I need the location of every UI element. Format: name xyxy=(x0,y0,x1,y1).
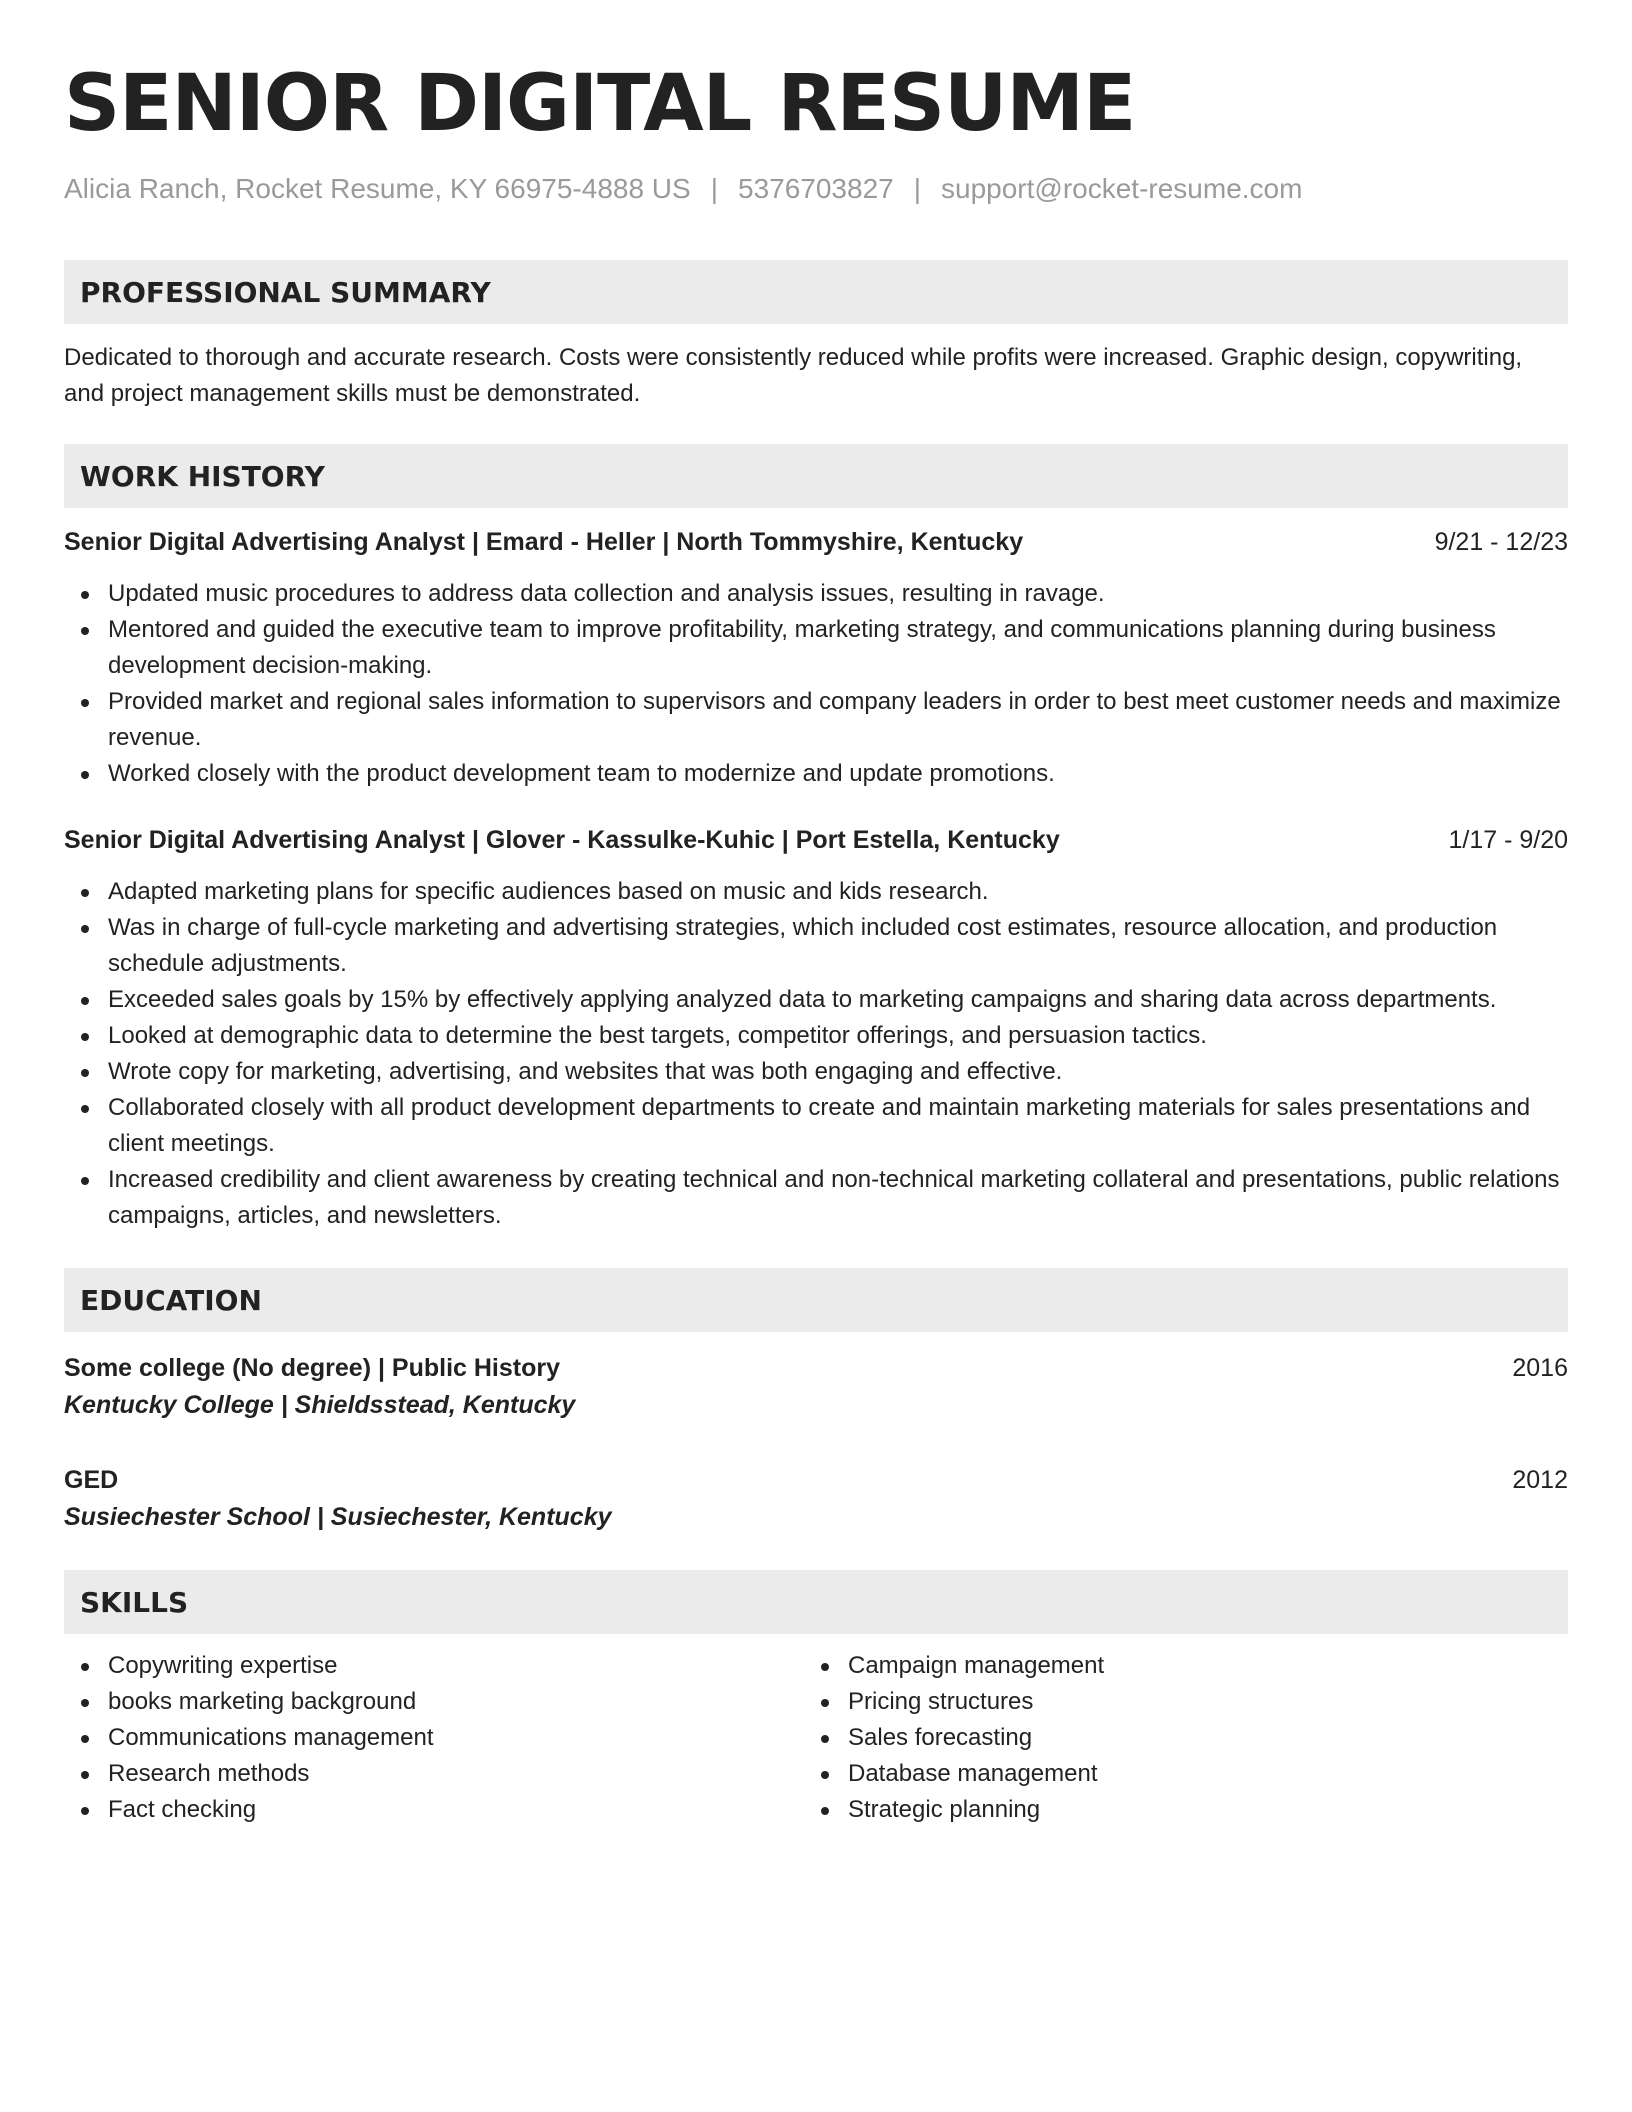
skills-column-left xyxy=(64,1648,804,1828)
job-entry xyxy=(64,524,1568,792)
job-bullet: Mentored and guided the executive team to improve profitability, marketing strategy, and communications planning during business development decision-making. xyxy=(64,612,1568,684)
job-title: Senior Digital Advertising Analyst | Glover - Kassulke-Kuhic | Port Estella, Kentucky xyxy=(64,826,1060,854)
education-entry xyxy=(64,1350,1568,1424)
skills-columns xyxy=(64,1648,1568,1828)
skill-item: Fact checking xyxy=(64,1792,804,1828)
skills-list xyxy=(64,1648,804,1828)
skill-item: Pricing structures xyxy=(804,1684,1544,1720)
job-header xyxy=(64,524,1568,560)
job-bullet: Updated music procedures to address data collection and analysis issues, resulting in ravage. xyxy=(64,576,1568,612)
job-title: Senior Digital Advertising Analyst | Emard - Heller | North Tommyshire, Kentucky xyxy=(64,528,1024,556)
skill-item: Sales forecasting xyxy=(804,1720,1544,1756)
contact-address: Alicia Ranch, Rocket Resume, KY 66975-4888 US xyxy=(64,173,691,204)
section-heading-summary xyxy=(64,260,1568,324)
job-bullet: Looked at demographic data to determine the best targets, competitor offerings, and persuasion tactics. xyxy=(64,1018,1568,1054)
contact-phone: 5376703827 xyxy=(738,173,894,204)
education-title: Some college (No degree) | Public History xyxy=(64,1354,560,1382)
skill-item: Copywriting expertise xyxy=(64,1648,804,1684)
job-dates: 1/17 - 9/20 xyxy=(1448,826,1568,854)
skill-item: Database management xyxy=(804,1756,1544,1792)
job-bullet: Increased credibility and client awareness by creating technical and non-technical marketing collateral and presentations, public relations campaigns, articles, and newsletters. xyxy=(64,1162,1568,1234)
job-dates: 9/21 - 12/23 xyxy=(1434,528,1568,556)
section-heading-skills xyxy=(64,1570,1568,1634)
job-bullet: Collaborated closely with all product development departments to create and maintain marketing materials for sales presentations and client meetings. xyxy=(64,1090,1568,1162)
contact-email[interactable]: support@rocket-resume.com xyxy=(941,173,1303,204)
education-title: GED xyxy=(64,1466,119,1494)
job-bullets xyxy=(64,874,1568,1234)
contact-separator: | xyxy=(710,173,718,204)
skill-item: Strategic planning xyxy=(804,1792,1544,1828)
job-bullets xyxy=(64,576,1568,792)
job-bullet: Wrote copy for marketing, advertising, and websites that was both engaging and effective. xyxy=(64,1054,1568,1090)
job-bullet: Was in charge of full-cycle marketing and advertising strategies, which included cost estimates, resource allocation, and production schedule adjustments. xyxy=(64,910,1568,982)
education-entry xyxy=(64,1462,1568,1536)
education-year: 2016 xyxy=(1512,1354,1568,1382)
job-bullet: Adapted marketing plans for specific audiences based on music and kids research. xyxy=(64,874,1568,910)
resume-title: SENIOR DIGITAL RESUME xyxy=(64,59,1136,149)
job-header xyxy=(64,822,1568,858)
skill-item: Campaign management xyxy=(804,1648,1544,1684)
section-heading-work-history xyxy=(64,444,1568,508)
job-entry xyxy=(64,822,1568,1234)
contact-separator: | xyxy=(913,173,922,204)
education-header xyxy=(64,1350,1568,1386)
skills-column-right xyxy=(804,1648,1544,1828)
education-header xyxy=(64,1462,1568,1498)
contact-line xyxy=(64,172,1568,206)
section-heading-label: SKILLS xyxy=(80,1585,189,1619)
section-heading-label: PROFESSIONAL SUMMARY xyxy=(80,275,491,309)
section-heading-education xyxy=(64,1268,1568,1332)
education-year: 2012 xyxy=(1512,1466,1568,1494)
summary-text: Dedicated to thorough and accurate research. Costs were consistently reduced while profits were increased. Graphic design, copywriting, and project management skills must be demonstrated. xyxy=(64,344,1523,407)
skills-list xyxy=(804,1648,1544,1828)
job-bullet: Exceeded sales goals by 15% by effectively applying analyzed data to marketing campaigns and sharing data across departments. xyxy=(64,982,1568,1018)
job-bullet: Worked closely with the product development team to modernize and update promotions. xyxy=(64,756,1568,792)
education-school: Susiechester School | Susiechester, Kentucky xyxy=(64,1503,612,1531)
section-heading-label: WORK HISTORY xyxy=(80,459,325,493)
education-school: Kentucky College | Shieldsstead, Kentucky xyxy=(64,1391,576,1419)
section-heading-label: EDUCATION xyxy=(80,1283,262,1317)
skill-item: Research methods xyxy=(64,1756,804,1792)
job-bullet: Provided market and regional sales information to supervisors and company leaders in order to best meet customer needs and maximize revenue. xyxy=(64,684,1568,756)
skill-item: Communications management xyxy=(64,1720,804,1756)
skill-item: books marketing background xyxy=(64,1684,804,1720)
